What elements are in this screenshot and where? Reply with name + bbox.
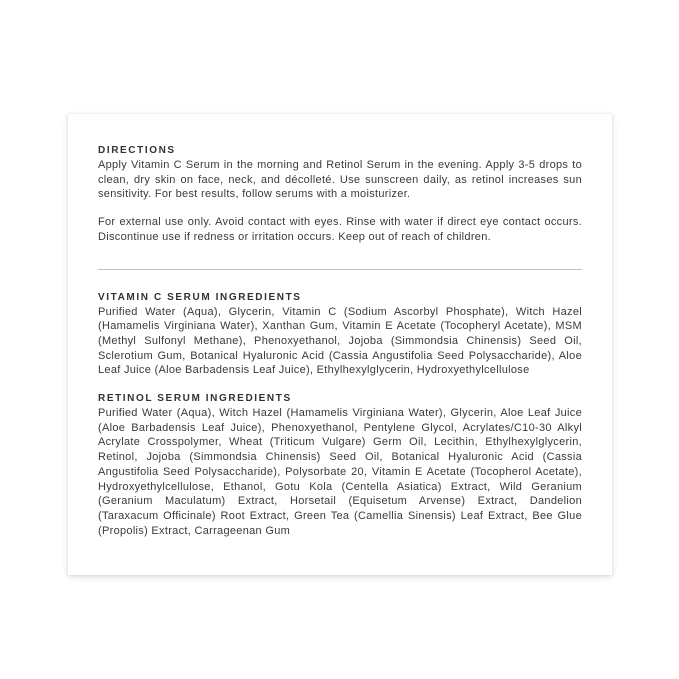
directions-heading: DIRECTIONS bbox=[98, 145, 176, 156]
directions-section bbox=[98, 143, 582, 245]
retinol-ingredients-section bbox=[98, 391, 582, 538]
directions-usage-text: Apply Vitamin C Serum in the morning and Retinol Serum in the evening. Apply 3-5 drops to clean, dry skin on face, neck, and décolleté. Use sunscreen daily, as retinol increases sun sensitivity. For best results, follow serums with a moisturizer. bbox=[98, 159, 582, 201]
product-info-card bbox=[68, 114, 612, 575]
vitamin-c-ingredients-section bbox=[98, 290, 582, 379]
section-divider bbox=[98, 269, 582, 270]
retinol-ingredients-heading: RETINOL SERUM INGREDIENTS bbox=[98, 393, 292, 405]
directions-warning-text: For external use only. Avoid contact with eyes. Rinse with water if direct eye contact occurs. Discontinue use if redness or irritation occurs. Keep out of reach of children. bbox=[98, 216, 582, 243]
retinol-ingredients-text: Purified Water (Aqua), Witch Hazel (Hamamelis Virginiana Water), Glycerin, Aloe Leaf Juice (Aloe Barbadensis Leaf Juice), Phenoxyethanol, Pentylene Glycol, Acrylates/C10-30 Alkyl Acrylate Crosspolymer, Wheat (Triticum Vulgare) Germ Oil, Lecithin, Ethylhexylglycerin, Retinol, Jojoba (Simmondsia Chinensis) Seed Oil, Botanical Hyaluronic Acid (Cassia Angustifolia Seed Polysaccharide), Polysorbate 20, Vitamin E Acetate (Tocopherol Acetate), Hydroxyethylcellulose, Ethanol, Gotu Kola (Centella Asiatica) Extract, Wild Geranium (Geranium Maculatum) Extract, Horsetail (Equisetum Arvense) Extract, Dandelion (Taraxacum Officinale) Root Extract, Green Tea (Camellia Sinensis) Leaf Extract, Bee Glue (Propolis) Extract, Carrageenan Gum bbox=[98, 407, 582, 537]
vitamin-c-ingredients-heading: VITAMIN C SERUM INGREDIENTS bbox=[98, 291, 302, 303]
vitamin-c-ingredients-text: Purified Water (Aqua), Glycerin, Vitamin C (Sodium Ascorbyl Phosphate), Witch Hazel (Hamamelis Virginiana Water), Xanthan Gum, Vitamin E Acetate (Tocopheryl Acetate), MSM (Methyl Sulfonyl Methane), Phenoxyethanol, Jojoba (Simmondsia Chinensis) Seed Oil, Sclerotium Gum, Botanical Hyaluronic Acid (Cassia Angustifolia Seed Polysaccharide), Aloe Leaf Juice (Aloe Barbadensis Leaf Juice), Ethylhexylglycerin, Hydroxyethylcellulose bbox=[98, 305, 582, 377]
